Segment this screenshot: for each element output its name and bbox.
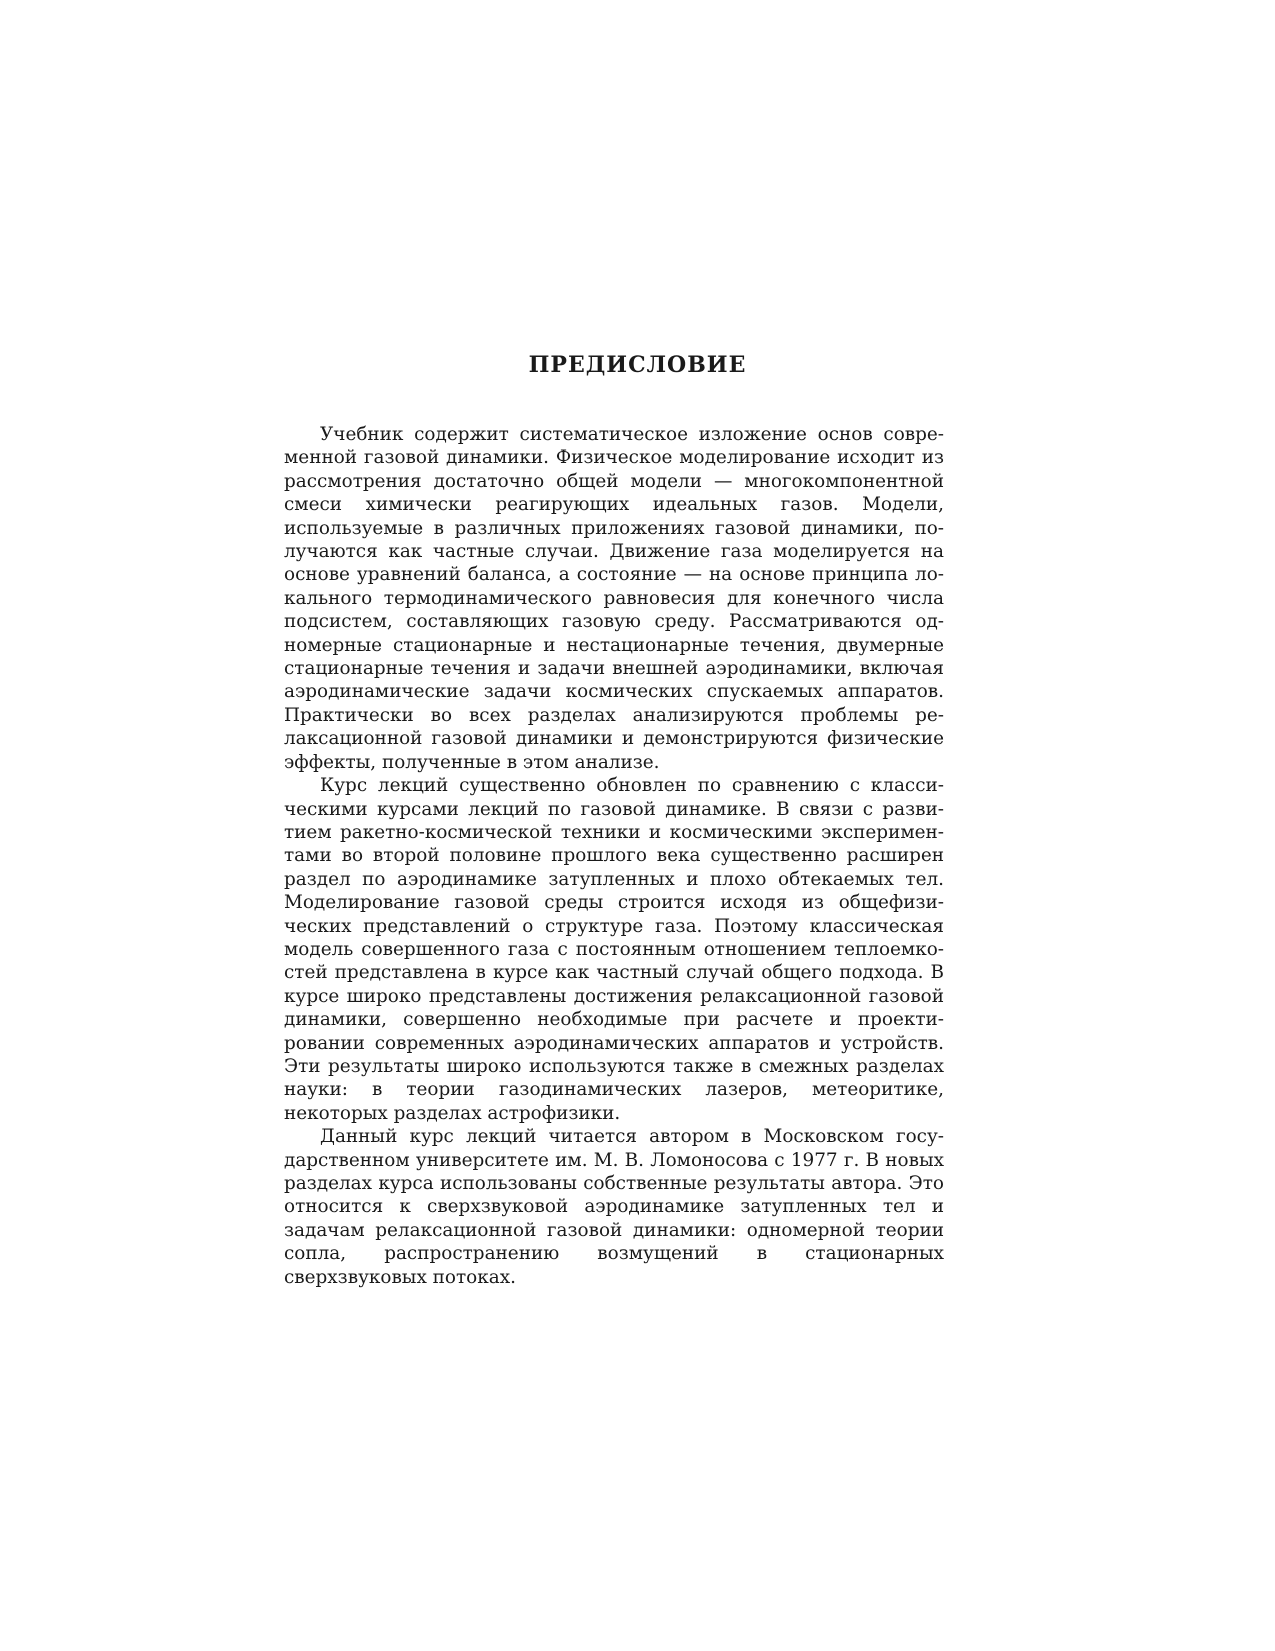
paragraph-3: Данный курс лекций читается автором в Московском государственном университете им. М. В. Ломоносова с 1977 г. В новых разделах курса использованы собственные результаты автора. Это относится к сверхзвуковой аэродинамике затупленных тел и задачам релаксационной газовой динамики: одномерной теории сопла, распространению возмущений в стационарных сверхзвуковых потоках. bbox=[284, 1126, 944, 1288]
page-title: ПРЕДИСЛОВИЕ bbox=[528, 352, 747, 378]
paragraph-2: Курс лекций существенно обновлен по сравнению с классическими курсами лекций по газовой динамике. В связи с развитием ракетно-космической техники и космическими экспериментами во второй половине прошлого века существенно расширен раздел по аэродинамике затупленных и плохо обтекаемых тел. Моделирование газовой среды строится исходя из общефизических представлений о структуре газа. Поэтому классическая модель совершенного газа с постоянным отношением теплоемкостей представлена в курсе как частный случай общего подхода. В курсе широко представлены достижения релаксационной газовой динамики, совершенно необходимые при расчете и проектировании современных аэродинамических аппаратов и устройств. Эти результаты широко используются также в смежных разделах науки: в теории газодинамических лазеров, метеоритике, некоторых разделах астрофизики. bbox=[284, 775, 944, 1124]
paragraph-1: Учебник содержит систематическое изложение основ современной газовой динамики. Физическое моделирование исходит из рассмотрения достаточно общей модели — многокомпонентной смеси химически реагирующих идеальных газов. Модели, используемые в различных приложениях газовой динамики, получаются как частные случаи. Движение газа моделируется на основе уравнений баланса, а состояние — на основе принципа локального термодинамического равновесия для конечного числа подсистем, составляющих газовую среду. Рассматриваются одномерные стационарные и нестационарные течения, двумерные стационарные течения и задачи внешней аэродинамики, включая аэродинамические задачи космических спускаемых аппаратов. Практически во всех разделах анализируются проблемы релаксационной газовой динамики и демонстрируются физические эффекты, полученные в этом анализе. bbox=[284, 424, 944, 773]
body-text bbox=[284, 423, 944, 1289]
